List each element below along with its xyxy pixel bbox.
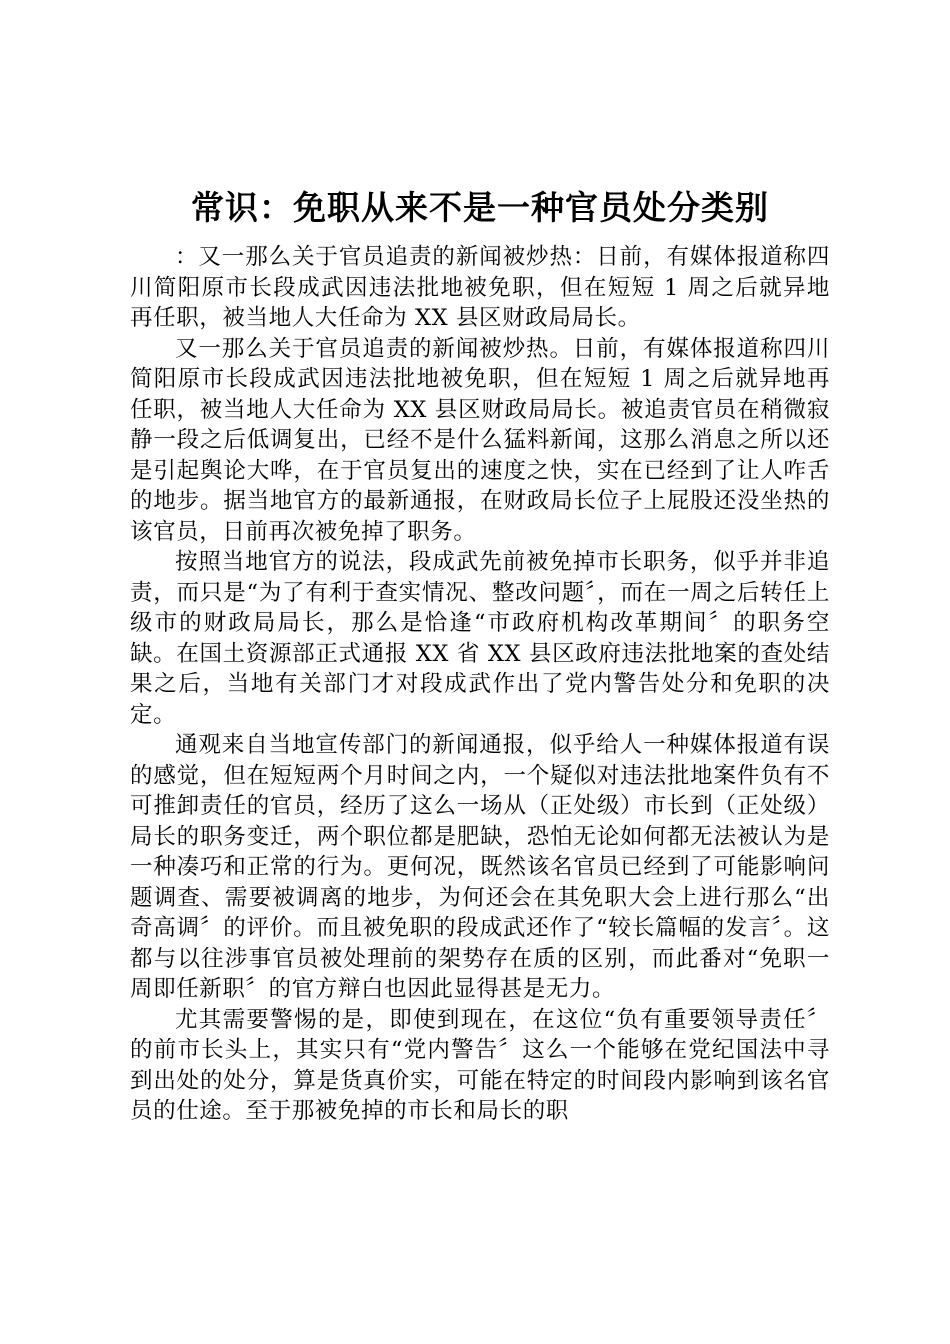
paragraph-1: ：又一那么关于官员追责的新闻被炒热：日前，有媒体报道称四川简阳原市长段成武因违法批地被免职，但在短短 1 周之后就异地再任职，被当地人大任命为 XX 县区财政局局长。 xyxy=(130,244,830,331)
document-title: 常识：免职从来不是一种官员处分类别 xyxy=(191,188,769,227)
paragraph-5: 尤其需要警惕的是，即使到现在，在这位“负有重要领导责任〞的前市长头上，其实只有“党内警告〞这么一个能够在党纪国法中寻到出处的处分，算是货真价实，可能在特定的时间段内影响到该名官员的仕途。至于那被免掉的市长和局长的职 xyxy=(130,1006,830,1124)
paragraph-3: 按照当地官方的说法，段成武先前被免掉市长职务，似乎并非追责，而只是“为了有利于查实情况、整改问题〞，而在一周之后转任上级市的财政局局长，那么是恰逢“市政府机构改革期间〞的职务空缺。在国土资源部正式通报 XX 省 XX 县区政府违法批地案的查处结果之后，当地有关部门才对段成武作出了党内警告处分和免职的决定。 xyxy=(130,549,830,728)
paragraph-4: 通观来自当地宣传部门的新闻通报，似乎给人一种媒体报道有误的感觉，但在短短两个月时间之内，一个疑似对违法批地案件负有不可推卸责任的官员，经历了这么一场从（正处级）市长到（正处级）局长的职务变迁，两个职位都是肥缺，恐怕无论如何都无法被认为是一种凑巧和正常的行为。更何况，既然该名官员已经到了可能影响问题调查、需要被调离的地步，为何还会在其免职大会上进行那么“出奇高调〞的评价。而且被免职的段成武还作了“较长篇幅的发言〞。这都与以往涉事官员被处理前的架势存在质的区别，而此番对“免职一周即任新职〞的官方辩白也因此显得甚是无力。 xyxy=(130,732,830,1002)
paragraph-2: 又一那么关于官员追责的新闻被炒热。日前，有媒体报道称四川简阳原市长段成武因违法批地被免职，但在短短 1 周之后就异地再任职，被当地人大任命为 XX 县区财政局局长。被追责官员在稍微寂静一段之后低调复出，已经不是什么猛料新闻，这那么消息之所以还是引起舆论大哗，在于官员复出的速度之快，实在已经到了让人咋舌的地步。据当地官方的最新通报，在财政局长位子上屁股还没坐热的该官员，日前再次被免掉了职务。 xyxy=(130,335,830,545)
document-page xyxy=(130,186,830,1127)
